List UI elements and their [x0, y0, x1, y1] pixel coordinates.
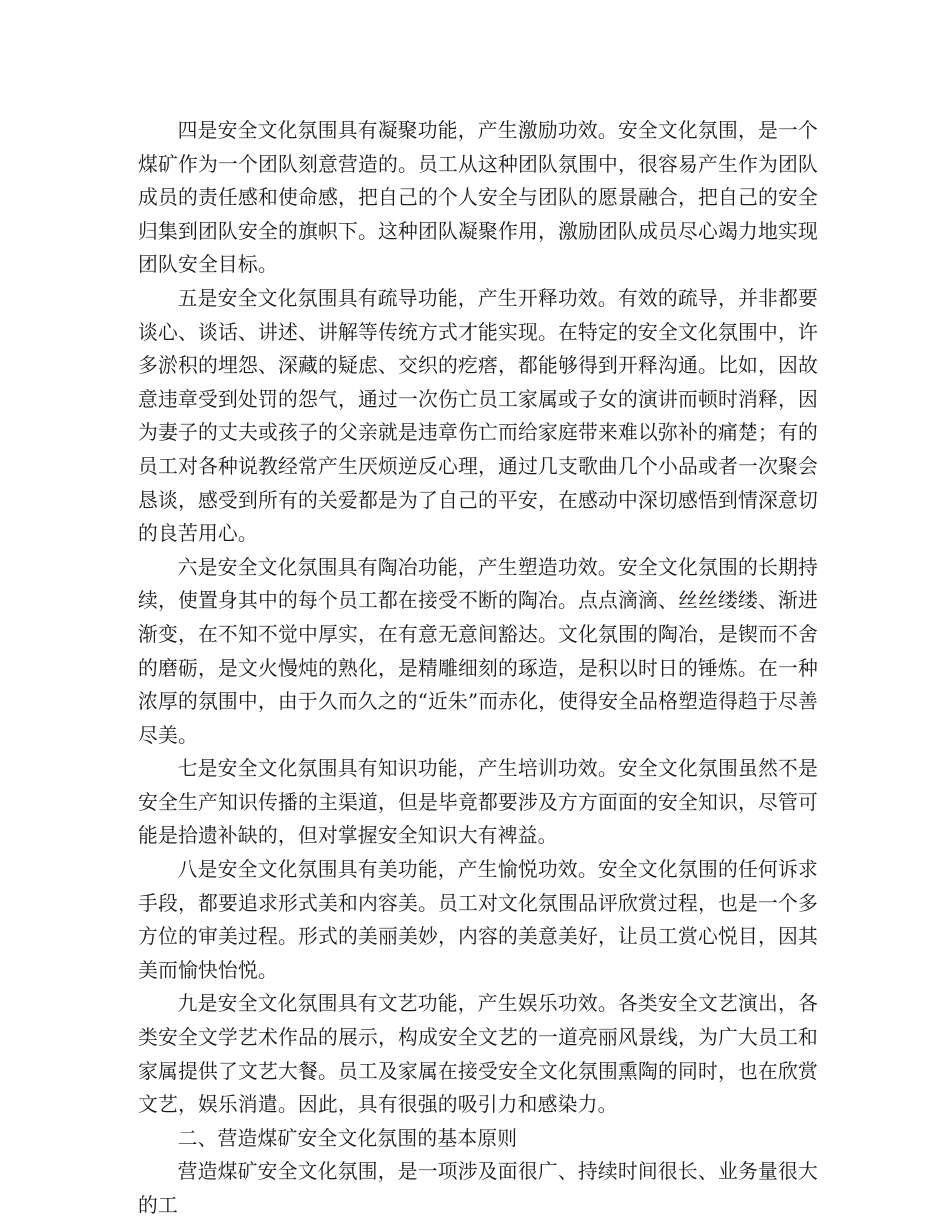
paragraph-guidance-function: 五是安全文化氛围具有疏导功能，产生开释功效。有效的疏导，并非都要谈心、谈话、讲述、讲解等传统方式才能实现。在特定的安全文化氛围中，许多淤积的埋怨、深藏的疑虑、交织的疙瘩，都能够得到开释沟通。比如，因故意违章受到处罚的怨气，通过一次伤亡员工家属或子女的演讲而顿时消释，因为妻子的丈夫或孩子的父亲就是违章伤亡而给家庭带来难以弥补的痛楚；有的员工对各种说教经常产生厌烦逆反心理，通过几支歌曲几个小品或者一次聚会恳谈，感受到所有的关爱都是为了自己的平安，在感动中深切感悟到情深意切的良苦用心。	[138, 286, 818, 546]
paragraph-knowledge-function: 七是安全文化氛围具有知识功能，产生培训功效。安全文化氛围虽然不是安全生产知识传播的主渠道，但是毕竟都要涉及方方面面的安全知识，尽管可能是拾遗补缺的，但对掌握安全知识大有裨益。	[138, 757, 818, 848]
paragraph-cultivation-function: 六是安全文化氛围具有陶冶功能，产生塑造功效。安全文化氛围的长期持续，使置身其中的每个员工都在接受不断的陶冶。点点滴滴、丝丝缕缕、渐进渐变，在不知不觉中厚实，在有意无意间豁达。文化氛围的陶冶，是锲而不舍的磨砺，是文火慢炖的熟化，是精雕细刻的琢造，是积以时日的锤炼。在一种浓厚的氛围中，由于久而久之的“近朱”而赤化，使得安全品格塑造得趋于尽善尽美。	[138, 555, 819, 747]
paragraph-cohesion-function: 四是安全文化氛围具有凝聚功能，产生激励功效。安全文化氛围，是一个煤矿作为一个团队刻意营造的。员工从这种团队氛围中，很容易产生作为团队成员的责任感和使命感，把自己的个人安全与团队的愿景融合，把自己的安全归集到团队安全的旗帜下。这种团队凝聚作用，激励团队成员尽心竭力地实现团队安全目标。	[138, 119, 818, 277]
section-heading: 二、营造煤矿安全文化氛围的基本原则	[177, 1126, 518, 1150]
document-body	[138, 114, 818, 1223]
paragraph-section-intro: 营造煤矿安全文化氛围，是一项涉及面很广、持续时间很长、业务量很大的工	[138, 1160, 818, 1217]
paragraph-aesthetic-function: 八是安全文化氛围具有美功能，产生愉悦功效。安全文化氛围的任何诉求手段，都要追求形式美和内容美。员工对文化氛围品评欣赏过程，也是一个多方位的审美过程。形式的美丽美妙，内容的美意美好，让员工赏心悦目，因其美而愉快怡悦。	[138, 858, 818, 982]
paragraph-entertainment-function: 九是安全文化氛围具有文艺功能，产生娱乐功效。各类安全文艺演出，各类安全文学艺术作品的展示，构成安全文艺的一道亮丽风景线，为广大员工和家属提供了文艺大餐。员工及家属在接受安全文化氛围熏陶的同时，也在欣赏文艺，娱乐消遣。因此，具有很强的吸引力和感染力。	[138, 992, 818, 1117]
